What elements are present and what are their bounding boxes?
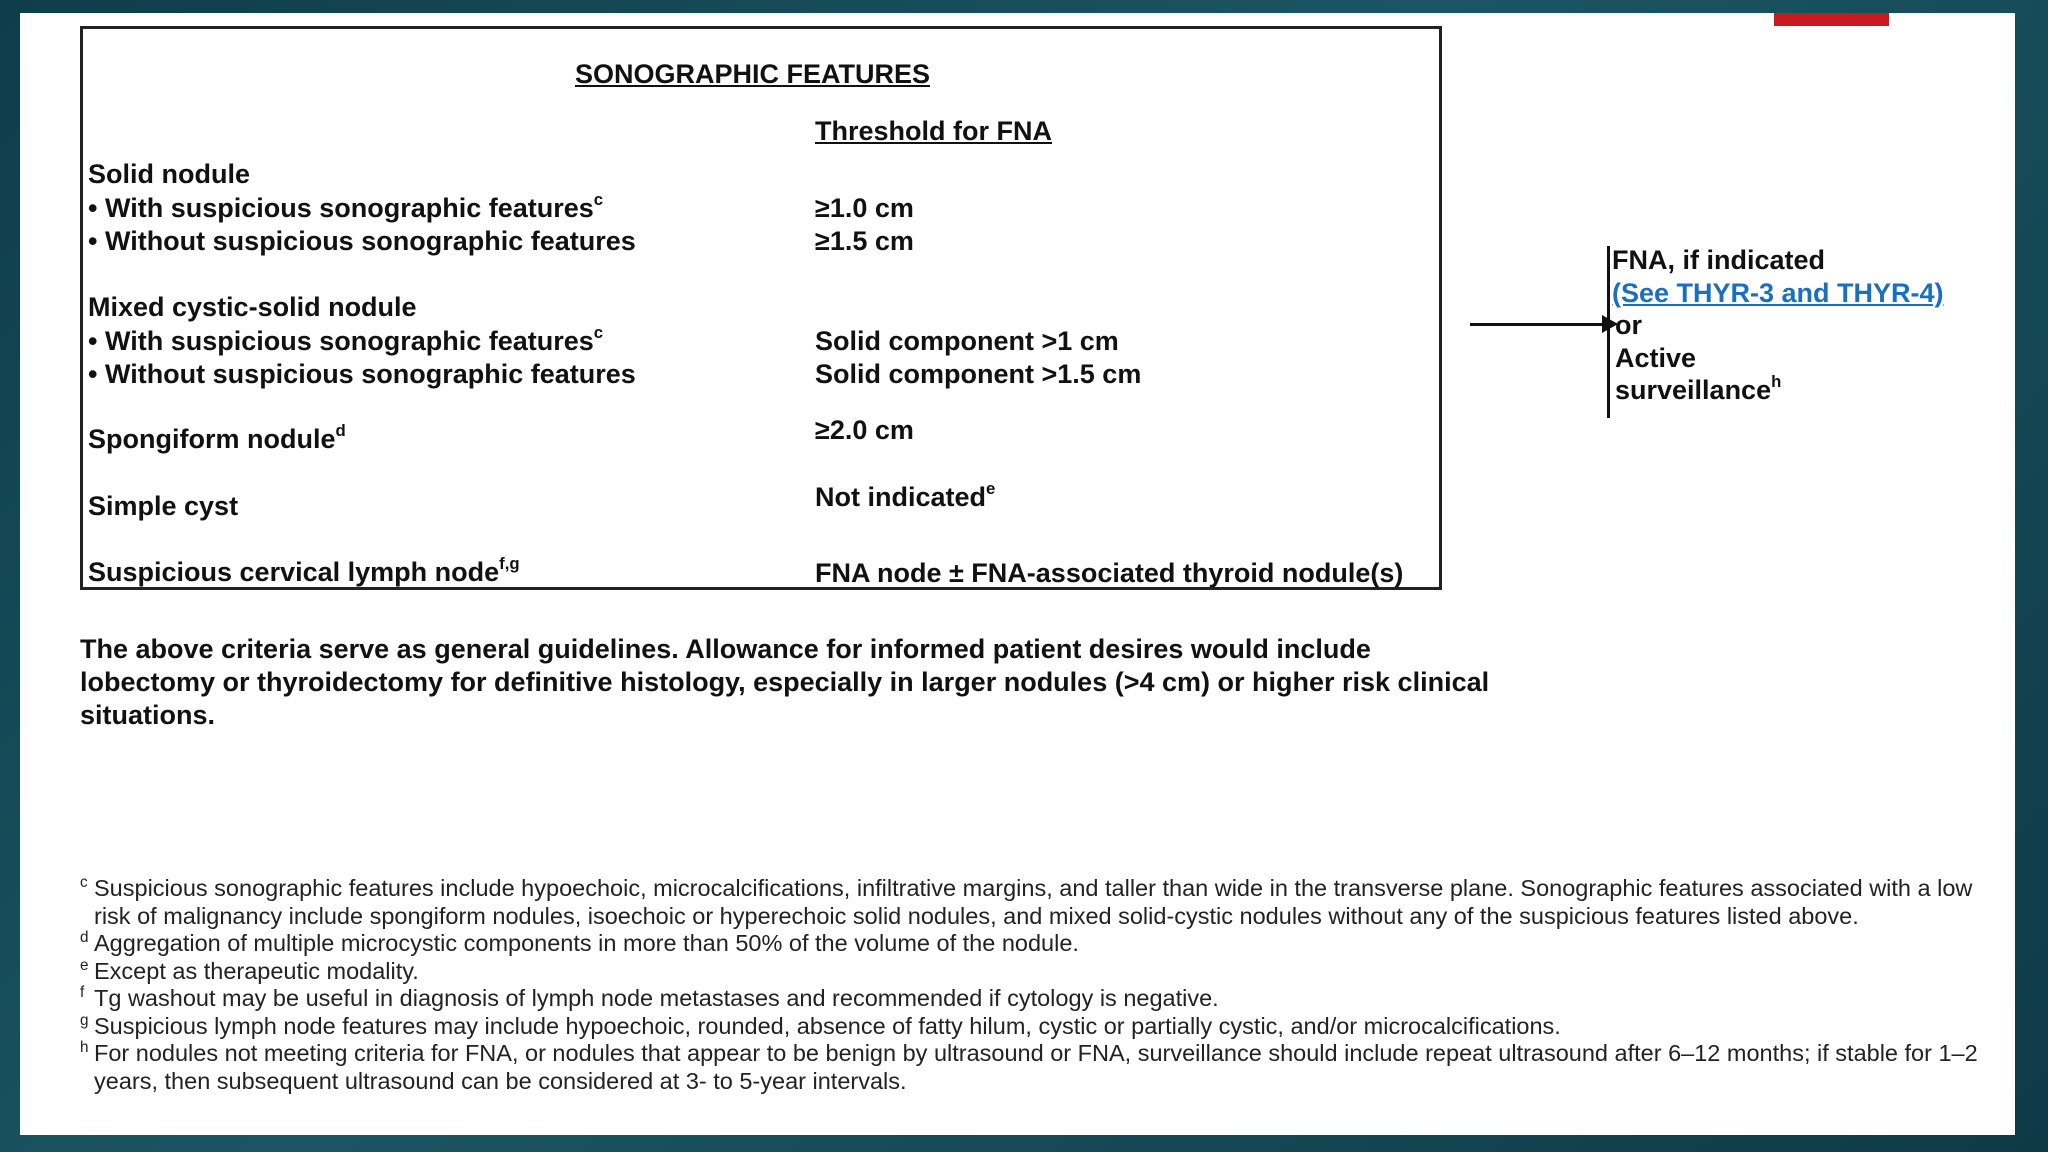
outcome-surveillance: surveillance$^h$ bbox=[1615, 371, 1782, 405]
thyr-link[interactable]: (See THYR-3 and THYR-4) bbox=[1612, 278, 1944, 308]
table-title: SONOGRAPHIC FEATURES bbox=[575, 59, 931, 89]
row-label: • With suspicious sonographic features$^c$ bbox=[88, 189, 604, 223]
outcome-fna: FNA, if indicated bbox=[1612, 245, 1826, 275]
outcome-active: Active bbox=[1615, 343, 1697, 373]
footnote: h For nodules not meeting criteria for FNA, or nodules that appear to be benign by ultrasound or FNA, surveillance should include repeat ultrasound after 6–12 months; if stable for 1–2 years, then subsequent ultrasound can be considered at 3- to 5-year intervals. bbox=[80, 1039, 1978, 1094]
row-label: • With suspicious sonographic features$^c$ bbox=[88, 322, 604, 356]
footnote: g Suspicious lymph node features may include hypoechoic, rounded, absence of fatty hilum, cystic or partially cystic, and/or microcalcifications. bbox=[80, 1011, 1561, 1039]
row-value: ≥1.0 cm bbox=[815, 193, 914, 223]
threshold-header: Threshold for FNA bbox=[815, 116, 1052, 146]
row-value: ≥1.5 cm bbox=[815, 226, 914, 256]
footnotes bbox=[80, 875, 1980, 1095]
row-value: FNA node ± FNA-associated thyroid nodule(s) bbox=[815, 558, 1404, 588]
row-label: • Without suspicious sonographic features bbox=[88, 226, 636, 256]
row-label: • Without suspicious sonographic features bbox=[88, 359, 636, 389]
footnote: c Suspicious sonographic features include hypoechoic, microcalcifications, infiltrative margins, and taller than wide in the transverse plane. Sonographic features associated with a low risk of malignancy include spongiform nodules, isoechoic or hyperechoic solid nodules, and mixed solid-cystic nodules without any of the suspicious features listed above. bbox=[80, 874, 1973, 929]
row-label: Spongiform nodule$^d$ bbox=[88, 420, 346, 454]
row-label-sup: f,g bbox=[499, 553, 520, 573]
row-label: Simple cyst bbox=[88, 491, 239, 521]
footnote: f Tg washout may be useful in diagnosis of lymph node metastases and recommended if cytology is negative. bbox=[80, 984, 1219, 1011]
row-value: Solid component >1 cm bbox=[815, 326, 1119, 356]
row-value: Not indicated$^e$ bbox=[815, 478, 996, 512]
criteria-text: The above criteria serve as general guidelines. Allowance for informed patient desires would include lobectomy or thyroidectomy for definitive histology, especially in larger nodules (>4 cm) or higher risk clinical situations. bbox=[80, 634, 1490, 730]
row-value: ≥2.0 cm bbox=[815, 415, 914, 445]
row-label-sup: c bbox=[593, 322, 604, 342]
row-label: Mixed cystic-solid nodule bbox=[88, 292, 417, 322]
footnote: e Except as therapeutic modality. bbox=[80, 956, 419, 984]
row-value: Solid component >1.5 cm bbox=[815, 359, 1142, 389]
slide bbox=[20, 13, 2015, 1135]
outcome-surveillance-sup: h bbox=[1771, 371, 1782, 391]
arrow-line bbox=[1470, 323, 1615, 326]
outcome-or: or bbox=[1615, 310, 1642, 340]
red-accent-tab bbox=[1774, 13, 1889, 26]
sonographic-features-table bbox=[80, 26, 1442, 590]
outcome-bracket bbox=[1607, 246, 1610, 418]
row-label-sup: d bbox=[335, 420, 346, 440]
row-label-sup: c bbox=[593, 189, 604, 209]
row-label: Suspicious cervical lymph node$^{f,g}$ bbox=[88, 553, 520, 587]
row-value-sup: e bbox=[986, 478, 996, 498]
row-label: Solid nodule bbox=[88, 159, 250, 189]
footnote: d Aggregation of multiple microcystic components in more than 50% of the volume of the nodule. bbox=[80, 929, 1079, 956]
